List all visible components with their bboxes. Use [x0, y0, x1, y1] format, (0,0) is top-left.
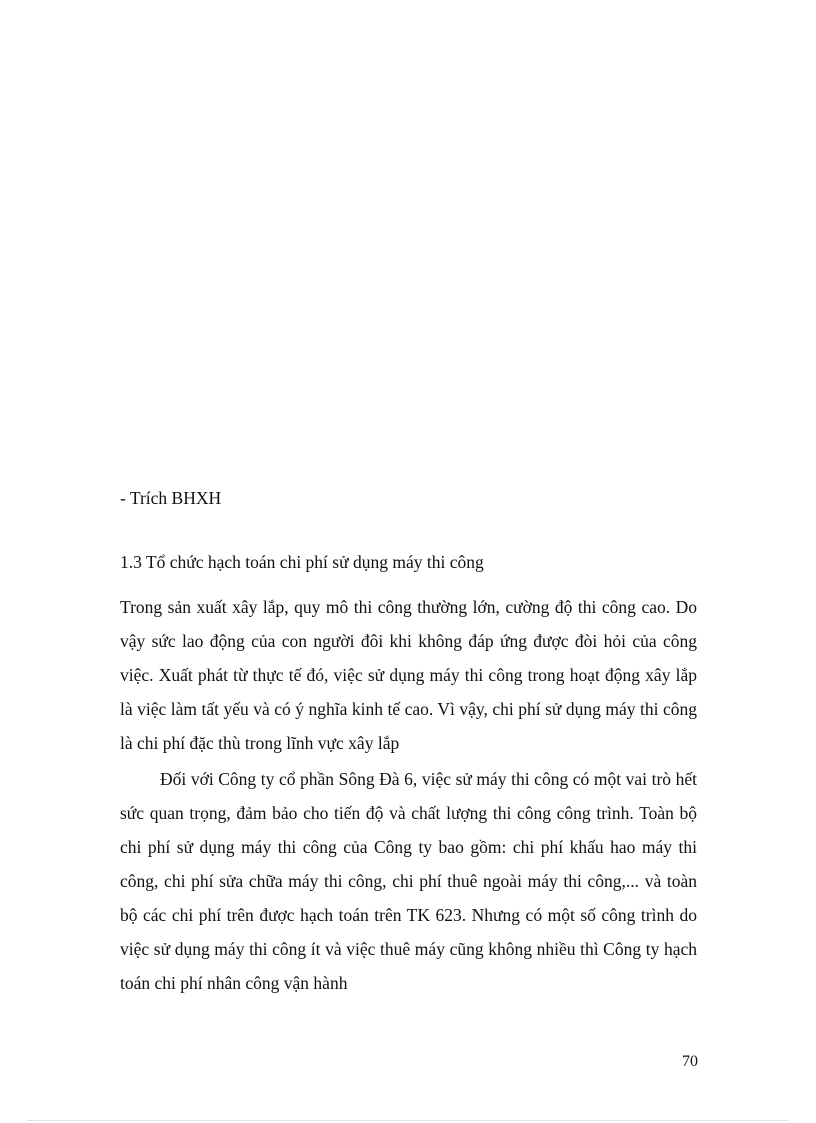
page-number: 70 [682, 1053, 698, 1070]
body-paragraph: Trong sản xuất xây lắp, quy mô thi công thường lớn, cường độ thi công cao. Do vậy sức lao động của con người đôi khi không đáp ứng được đòi hỏi của công việc. Xuất phát từ thực tế đó, việc sử dụng máy thi công trong hoạt động xây lắp là việc làm tất yếu và có ý nghĩa kinh tế cao. Vì vậy, chi phí sử dụng máy thi công là chi phí đặc thù trong lĩnh vực xây lắp [120, 597, 697, 753]
bullet-item: - Trích BHXH [120, 488, 222, 508]
footer-divider [28, 1120, 788, 1121]
section-heading: 1.3 Tổ chức hạch toán chi phí sử dụng máy thi công [120, 552, 484, 572]
body-paragraph: Đối với Công ty cổ phần Sông Đà 6, việc sử máy thi công có một vai trò hết sức quan trọng, đảm bảo cho tiến độ và chất lượng thi công công trình. Toàn bộ chi phí sử dụng máy thi công của Công ty bao gồm: chi phí khấu hao máy thi công, chi phí sửa chữa máy thi công, chi phí thuê ngoài máy thi công,... và toàn bộ các chi phí trên được hạch toán trên TK 623. Nhưng có một số công trình do việc sử dụng máy thi công ít và việc thuê máy cũng không nhiều thì Công ty hạch toán chi phí nhân công vận hành [120, 769, 697, 993]
